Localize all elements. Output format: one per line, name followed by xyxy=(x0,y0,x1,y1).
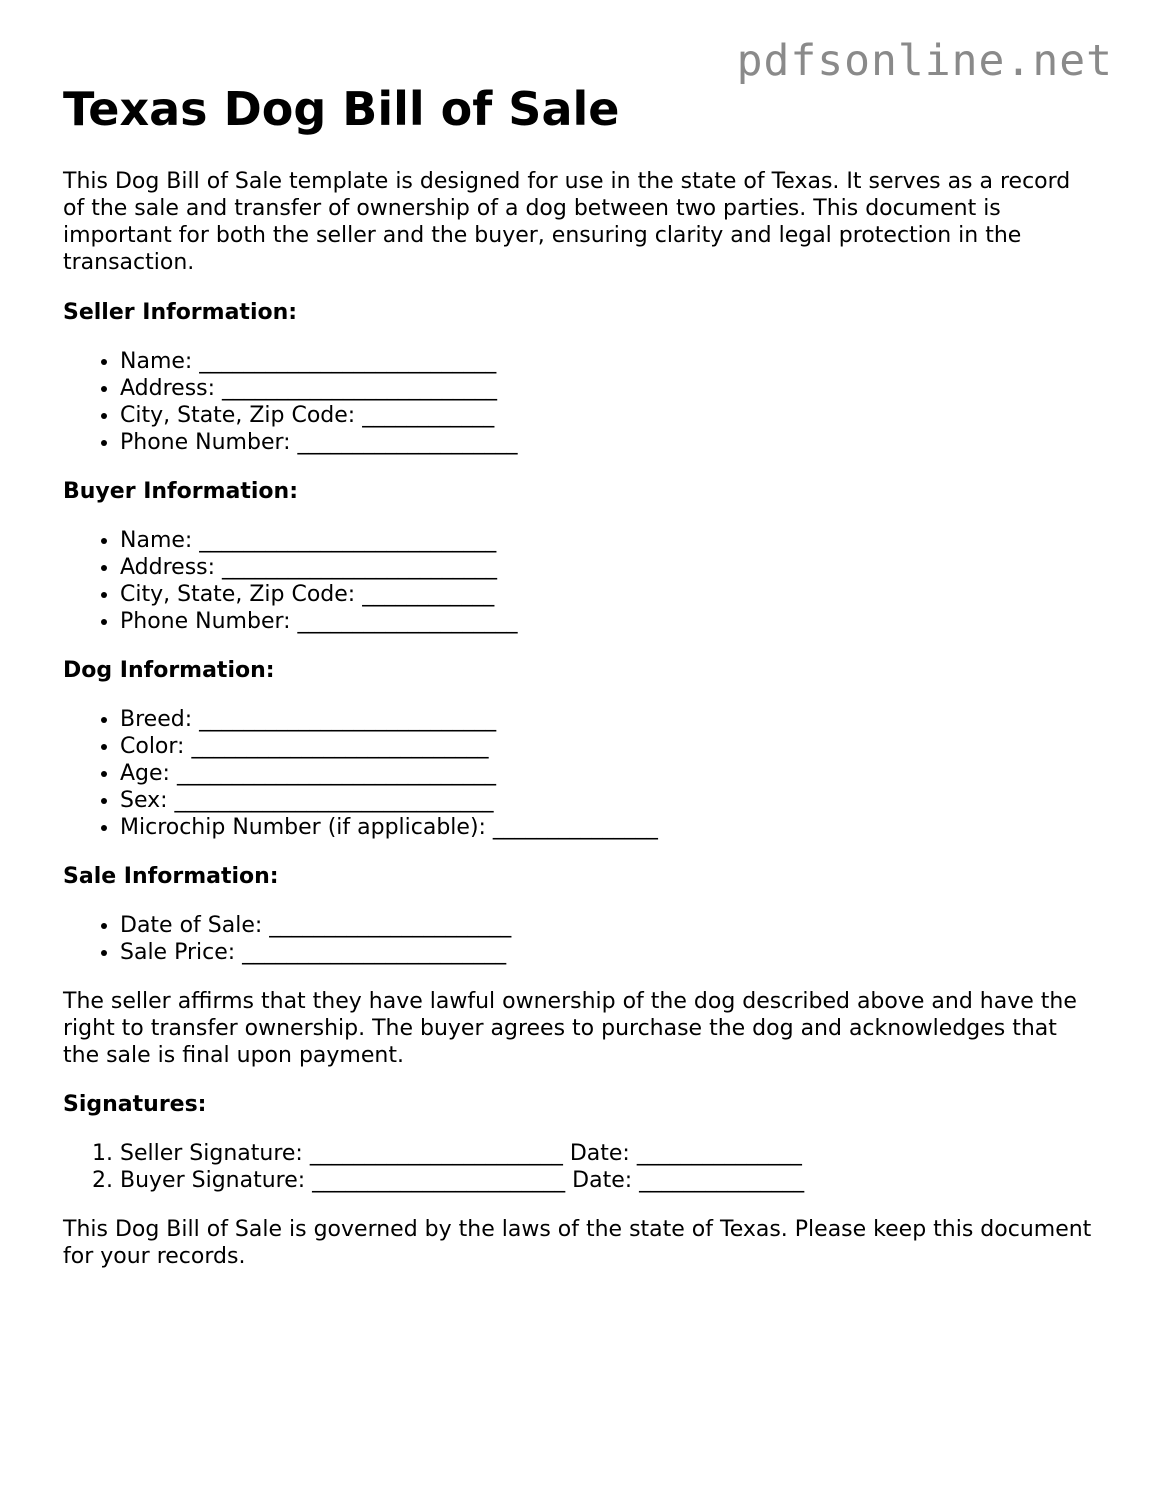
seller-city-state-zip-field: • City, State, Zip Code: ____________ xyxy=(120,402,1093,429)
seller-signature-line: 1. Seller Signature: _______________________ Date: _______________ xyxy=(120,1140,1093,1167)
seller-phone-field: • Phone Number: ____________________ xyxy=(120,429,1093,456)
document-title: Texas Dog Bill of Sale xyxy=(63,82,620,136)
intro-paragraph: This Dog Bill of Sale template is designed for use in the state of Texas. It serves as a record of the sale and transfer of ownership of a dog between two parties. This document is important for both the seller and the buyer, ensuring clarity and legal protection in the transaction. xyxy=(63,169,1071,275)
closing-paragraph: This Dog Bill of Sale is governed by the laws of the state of Texas. Please keep this document for your records. xyxy=(63,1217,1092,1269)
buyer-heading: Buyer Information: xyxy=(63,479,298,504)
buyer-address-field: • Address: _________________________ xyxy=(120,554,1093,581)
sale-date-field: • Date of Sale: ______________________ xyxy=(120,912,1093,939)
signatures-heading: Signatures: xyxy=(63,1092,207,1117)
dog-breed-field: • Breed: ___________________________ xyxy=(120,706,1093,733)
buyer-name-field: • Name: ___________________________ xyxy=(120,527,1093,554)
affirmation-paragraph: The seller affirms that they have lawful ownership of the dog described above and have the right to transfer ownership. The buyer agrees to purchase the dog and acknowledges that the sale is final upon payment. xyxy=(63,989,1077,1068)
dog-heading: Dog Information: xyxy=(63,658,275,683)
dog-microchip-field: • Microchip Number (if applicable): _______________ xyxy=(120,814,1093,841)
signatures-list xyxy=(63,1140,1093,1194)
buyer-city-state-zip-field: • City, State, Zip Code: ____________ xyxy=(120,581,1093,608)
sale-list xyxy=(63,912,1093,966)
dog-color-field: • Color: ___________________________ xyxy=(120,733,1093,760)
seller-heading: Seller Information: xyxy=(63,300,298,325)
sale-heading: Sale Information: xyxy=(63,864,279,889)
seller-list xyxy=(63,348,1093,456)
seller-name-field: • Name: ___________________________ xyxy=(120,348,1093,375)
dog-list xyxy=(63,706,1093,841)
watermark: pdfsonline.net xyxy=(736,36,1113,86)
buyer-signature-line: 2. Buyer Signature: _______________________ Date: _______________ xyxy=(120,1167,1093,1194)
dog-age-field: • Age: _____________________________ xyxy=(120,760,1093,787)
document-page xyxy=(63,80,1093,1270)
buyer-phone-field: • Phone Number: ____________________ xyxy=(120,608,1093,635)
sale-price-field: • Sale Price: ________________________ xyxy=(120,939,1093,966)
dog-sex-field: • Sex: _____________________________ xyxy=(120,787,1093,814)
buyer-list xyxy=(63,527,1093,635)
seller-address-field: • Address: _________________________ xyxy=(120,375,1093,402)
